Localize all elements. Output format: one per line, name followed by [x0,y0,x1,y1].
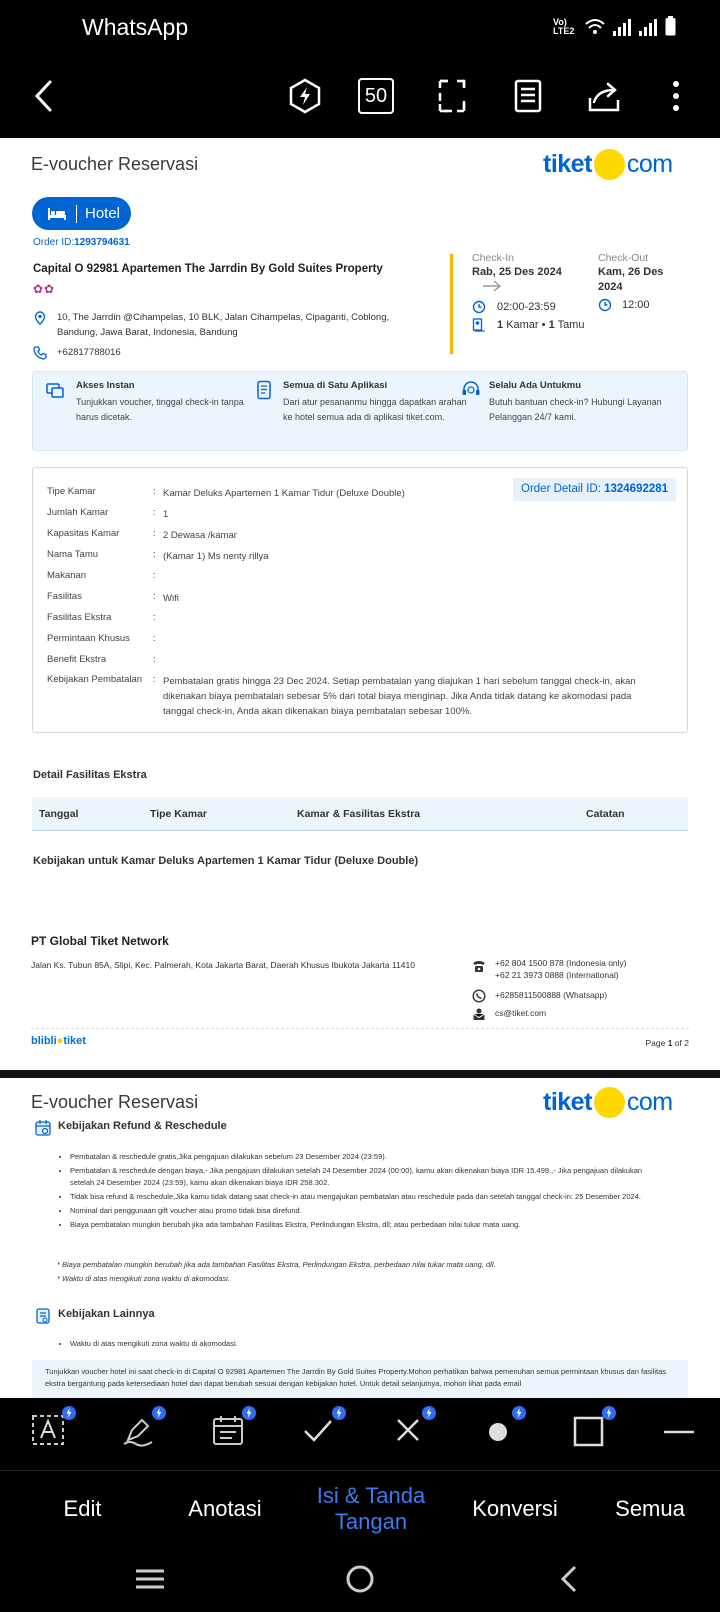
pill-label: Hotel [85,205,121,222]
list-item: • Nominal dari penggunaan gift voucher atau promo tidak bisa direfund. [70,1205,656,1217]
premium-bolt-icon [332,1406,346,1420]
wifi-icon [585,18,605,36]
logo-dot-icon [594,149,625,180]
guest-summary [497,319,584,331]
feature-title: Semua di Satu Aplikasi [283,380,388,391]
document-policy-icon [34,1307,52,1325]
tab-label: Isi & Tanda [316,1483,426,1508]
network-type-label: Vo) LTE2 [553,17,575,36]
tab-label: Semua [615,1496,685,1521]
status-icons [553,16,676,36]
whatsapp-icon [472,989,486,1003]
detail-value: 1 [163,509,169,520]
tiket-logo [543,149,673,180]
detail-key: Benefit Ekstra [47,654,107,665]
order-id-label: Order ID: [33,237,75,248]
list-item: • Pembatalan & reschedule gratis,Jika pengajuan dilakukan sebelum 23 Desember 2024 (23:59). [70,1151,656,1163]
premium-bolt-icon [512,1406,526,1420]
page-title: E-voucher Reservasi [31,154,199,174]
other-policy-list [56,1338,656,1352]
rectangle-tool[interactable] [570,1412,610,1452]
dot-icon [480,1412,516,1448]
nav-back-icon[interactable] [553,1562,587,1596]
tab-label: Anotasi [188,1496,262,1521]
facilities-title: Detail Fasilitas Ekstra [33,769,147,781]
clock-icon [598,298,612,312]
contact-whatsapp: +6285811500888 (Whatsapp) [495,990,608,1000]
facilities-table-header [32,797,688,831]
property-phone[interactable]: +62817788016 [57,347,121,358]
detail-colon: : [153,591,156,602]
contact-email: cs@tiket.com [495,1008,547,1018]
fullscreen-icon[interactable] [432,76,472,116]
detail-value: (Kamar 1) Ms nenty rillya [163,551,269,562]
line-tool[interactable] [660,1412,698,1452]
signature-tool[interactable] [120,1412,160,1452]
brand-left: blibli [31,1035,57,1047]
tab-all[interactable] [590,1471,710,1547]
date-tool[interactable] [210,1412,250,1452]
checkin-divider [450,254,453,354]
telephone-icon [472,959,486,973]
feature-desc: Butuh bantuan check-in? Hubungi Layanan Pelanggan 24/7 kami. [489,397,662,422]
order-id-value: 1293794631 [74,237,130,248]
checkin-label: Check-In [472,252,515,264]
refund-note: * Biaya pembatalan mungkin berubah jika ada tambahan Fasilitas Ekstra, Perlindungan Ekstra, perbedaan nilai tukar mata uang, dll. [57,1260,496,1269]
status-bar [0,0,720,56]
detail-colon: : [153,486,156,497]
order-id [33,237,130,248]
feature-instant-access [76,380,266,425]
order-detail-label: Order Detail ID: [521,483,601,495]
page-total: 2 [684,1038,689,1048]
location-pin-icon [33,311,47,325]
checkin-date: Rab, 25 Des 2024 [472,266,562,278]
tab-label: Tangan [334,1509,408,1534]
brand-right: tiket [63,1035,86,1047]
clock-icon [472,300,486,314]
order-detail-id: 1324692281 [604,483,669,495]
support-24-7-icon [461,380,481,400]
checkin-time: 02:00-23:59 [497,301,556,313]
cross-icon [390,1412,426,1448]
phone-app-icon [254,380,274,400]
detail-value: Pembatalan gratis hingga 23 Dec 2024. Setiap pembatalan yang diajukan 1 hari sebelum tanggal check-in, akan dikenakan biaya pembatalan sebesar 5% dari total biaya menginap. Jika Anda tidak datang ke akomodasi pada tanggal check-in, Anda akan dikenakan biaya pembatalan sebesar 100%. [163,676,636,717]
pen-icon [120,1412,156,1448]
detail-key: Fasilitas [47,591,82,602]
detail-key: Permintaan Khusus [47,633,130,644]
instant-access-icon [45,380,65,400]
logo-text-right: com [626,1088,673,1116]
pill-divider [76,205,77,223]
contact-phone-1: +62 804 1500 878 (Indonesia only) [495,958,627,968]
detail-colon: : [153,674,156,685]
detail-key: Fasilitas Ekstra [47,612,112,623]
share-icon[interactable] [584,76,624,116]
zoom-level-value: 50 [364,84,388,107]
line-icon [660,1412,696,1448]
viewer-toolbar [0,56,720,138]
list-item: • Tidak bisa refund & reschedule,Jika kamu tidak datang saat check-in atau mengajukan pembatalan atau reschedule pada dan setelah tanggal check-in: 25 Desember 2024. [70,1191,656,1203]
tab-edit[interactable] [20,1471,145,1547]
feature-title: Selalu Ada Untukmu [489,380,582,391]
company-address: Jalan Ks. Tubun 85A, Slipi, Kec. Palmerah, Kota Jakarta Barat, Daerah Khusus Ibukota Jakarta 11410 [31,960,415,970]
property-address: 10, The Jarrdin @Cihampelas, 10 BLK, Jalan Cihampelas, Cipaganti, Coblong, Bandung, Jawa Barat, Indonesia, Bandung [57,312,390,338]
detail-colon: : [153,528,156,539]
detail-colon: : [153,549,156,560]
col-header: Kamar & Fasilitas Ekstra [297,808,421,820]
checkout-time: 12:00 [622,299,650,311]
tab-annotate[interactable] [160,1471,290,1547]
guest-count: 1 [548,319,555,331]
back-arrow-icon[interactable] [24,76,64,116]
hotel-category-pill [32,197,131,230]
page-separator [0,1070,720,1078]
premium-bolt-icon [602,1406,616,1420]
feature-all-in-one-app [283,380,473,425]
detail-key: Kebijakan Pembatalan [47,674,143,685]
signal-1-icon [613,18,631,36]
list-item: • Waktu di atas mengikuti zona waktu di akomodasi. [70,1338,656,1350]
property-name: Capital O 92981 Apartemen The Jarrdin By Gold Suites Property [33,263,383,275]
recent-apps-icon[interactable] [133,1562,167,1596]
feature-desc: Dari atur pesananmu hingga dapatkan arahan ke hotel semua ada di aplikasi tiket.com. [283,397,467,422]
guest-icon [472,318,486,332]
detail-key: Tipe Kamar [47,486,96,497]
company-name: PT Global Tiket Network [31,934,169,948]
phone-icon [33,346,47,360]
logo-text-right: com [626,150,673,178]
arrow-right-icon [482,279,502,293]
detail-colon: : [153,507,156,518]
room-count: 1 [497,319,504,331]
premium-bolt-icon [422,1406,436,1420]
voucher-info-box: Tunjukkan voucher hotel ini saat check-in di Capital O 92981 Apartemen The Jarrdin By Gold Suites Property.Mohon perhatikan bahwa pemenuhan semua permintaan khusus dan fasilitas ekstra bergantung pada ketersediaan hotel dan dapat berubah sesuai dengan kebijakan hotel. Untuk detail selanjutnya, mohon lihat pada email [32,1360,688,1398]
detail-colon: : [153,633,156,644]
room-detail-box [32,467,688,733]
page-of: of [674,1038,682,1048]
document-page-2 [0,1078,720,1398]
blibli-tiket-logo: blibli●tiket [31,1035,86,1047]
page-number [645,1038,689,1048]
page-prefix: Page [645,1038,666,1048]
checkout-label: Check-Out [598,252,649,264]
footer-divider [31,1028,689,1029]
fill-sign-tools [0,1398,720,1470]
premium-bolt-icon [242,1406,256,1420]
detail-key: Kapasitas Kamar [47,528,120,539]
zoom-level-button[interactable] [358,78,394,114]
logo-dot-icon [594,1087,625,1118]
bottom-tab-bar [0,1470,720,1546]
checkmark-tool[interactable] [300,1412,340,1452]
system-nav-bar [0,1546,720,1612]
feature-banner [32,371,688,451]
status-app-name: WhatsApp [82,14,189,40]
calendar-icon [210,1412,246,1448]
battery-icon [665,16,676,36]
feature-support [489,380,679,425]
feature-desc: Tunjukkan voucher, tinggal check-in tanpa harus dicetak. [76,397,244,422]
detail-value: Wifi [163,593,179,604]
checkout-date-line1: Kam, 26 Des [598,266,664,278]
col-header: Tanggal [39,808,79,820]
other-policy-title: Kebijakan Lainnya [58,1308,155,1320]
refund-list [56,1151,656,1233]
col-header: Tipe Kamar [150,808,207,820]
dot-tool[interactable] [480,1412,520,1452]
list-item: • Pembatalan & reschedule dengan biaya,- Jika pengajuan dilakukan setelah 24 Desember 2024 (00:00), kamu akan dikenakan biaya IDR 15.499.,- Jika pengajuan dilakukan setelah 24 Desember 2024 (23:59), kamu akan dikenakan biaya IDR 258.302. [70,1165,656,1189]
tab-fill-sign[interactable] [298,1471,444,1547]
cross-tool[interactable] [390,1412,430,1452]
contact-phone-2: +62 21 3973 0888 (International) [495,970,619,980]
auto-enhance-icon[interactable] [285,76,325,116]
rectangle-icon [570,1412,606,1448]
email-icon [472,1007,486,1021]
detail-key: Nama Tamu [47,549,99,560]
document-page-1 [0,138,720,1070]
tab-label: Konversi [472,1496,558,1521]
guest-sep: • [541,319,546,331]
room-word: Kamar [506,319,539,331]
premium-bolt-icon [152,1406,166,1420]
detail-value: Kamar Deluks Apartemen 1 Kamar Tidur (Deluxe Double) [163,488,405,499]
bed-icon [48,207,66,221]
tab-label: Edit [63,1496,102,1521]
col-header: Catatan [586,808,625,820]
page-title: E-voucher Reservasi [31,1092,199,1112]
checkout-date-line2: 2024 [598,281,623,293]
reading-mode-icon[interactable] [508,76,548,116]
more-options-icon[interactable] [656,76,696,116]
detail-colon: : [153,654,156,665]
page-current: 1 [667,1038,673,1048]
logo-text-left: tiket [543,1088,592,1116]
logo-text-left: tiket [543,150,592,178]
detail-colon: : [153,612,156,623]
guest-word: Tamu [557,319,585,331]
tiket-logo [543,1087,673,1118]
text-box-icon [30,1412,66,1448]
premium-bolt-icon [62,1406,76,1420]
room-policy-title: Kebijakan untuk Kamar Deluks Apartemen 1 Kamar Tidur (Deluxe Double) [33,855,419,867]
tab-convert[interactable] [446,1471,584,1547]
list-item: • Biaya pembatalan mungkin berubah jika ada tambahan Fasilitas Ekstra, Perlindungan Ekstra, dll; atau perbedaan nilai tukar mata uang. [70,1219,656,1231]
calendar-refund-icon [34,1119,52,1137]
check-icon [300,1412,336,1448]
detail-key: Makanan [47,570,87,581]
refund-note: * Waktu di atas mengikuti zona waktu di akomodasi. [57,1274,230,1283]
detail-key: Jumlah Kamar [47,507,109,518]
property-rating: ✿✿ [33,282,56,296]
detail-colon: : [153,570,156,581]
signal-2-icon [639,18,657,36]
feature-title: Akses Instan [76,380,135,391]
home-icon[interactable] [343,1562,377,1596]
detail-value: 2 Dewasa /kamar [163,530,237,541]
text-field-tool[interactable] [30,1412,70,1452]
refund-title: Kebijakan Refund & Reschedule [58,1120,227,1132]
